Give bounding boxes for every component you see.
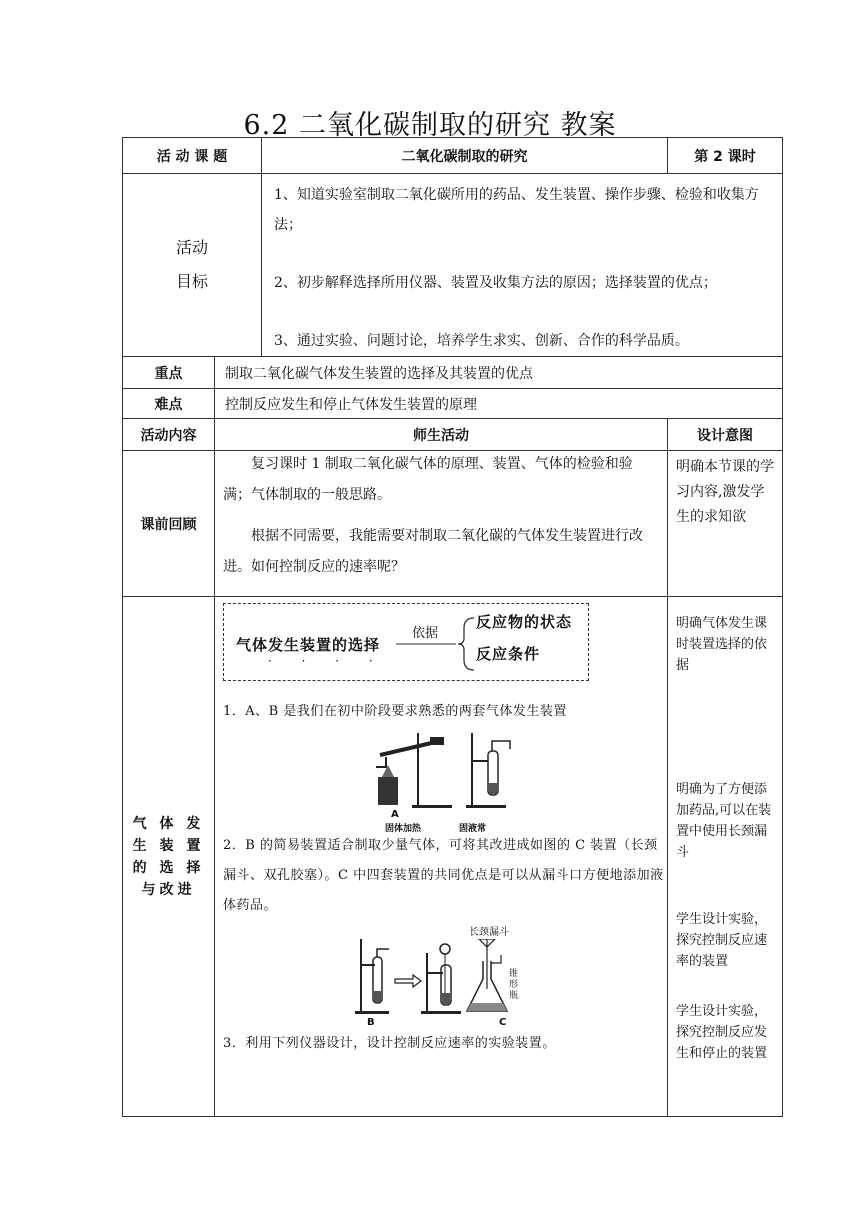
diagram-factor1: 反应物的状态 [476, 613, 573, 631]
page-title: 6.2 二氧化碳制取的研究 教案 [243, 110, 617, 141]
question-2: 2．B 的简易装置适合制取少量气体，可将其改进成如图的 C 装置（长颈漏斗、双孔胶塞）。C 中四套装置的共同优点是可以从漏斗口方便地添加液体药品。 [223, 838, 664, 913]
review-para2: 根据不同需要，我能需要对制取二氧化碳的气体发生装置进行改进。如何控制反应的速率呢？ [223, 528, 643, 575]
figure-1 [215, 731, 667, 834]
objectives-label-line2: 目标 [175, 272, 208, 291]
figure-2-label-b: B [367, 1017, 375, 1028]
review-para1: 复习课时 1 制取二氧化碳气体的原理、装置、气体的检验和验满；气体制取的一般思路。 [223, 456, 633, 503]
question-3: 3．利用下列仪器设计，设计控制反应速率的实验装置。 [223, 1036, 556, 1051]
topic-label: 活 动 课 题 [123, 138, 262, 174]
emphasis-dots: · · · · [268, 654, 386, 668]
apparatus-design [668, 597, 783, 1117]
key-point-label: 重点 [123, 357, 215, 389]
design-note-2: 明确为了方便添加药品,可以在装置中使用长颈漏斗 [676, 782, 772, 860]
figure-1-caption-a: 固体加热 [385, 824, 422, 834]
apparatus-bc-illustration [355, 939, 525, 1023]
figure-2 [215, 929, 667, 1029]
key-point-text: 制取二氧化碳气体发生装置的选择及其装置的优点 [215, 357, 783, 389]
difficulty-label: 难点 [123, 389, 215, 419]
objectives-label [123, 174, 262, 357]
design-note-4: 学生设计实验，探究控制反应发生和停止的装置 [676, 1004, 768, 1061]
objective-item: 1、知道实验室制取二氧化碳所用的药品、发生装置、操作步骤、检验和收集方法； [274, 187, 759, 233]
diagram-factor2: 反应条件 [476, 645, 541, 663]
selection-diagram [223, 603, 589, 681]
apparatus-content [215, 597, 668, 1117]
figure-1-label-a: A [391, 809, 399, 820]
diagram-main-text: 气体发生装置的选择 [236, 636, 381, 654]
objective-item: 2、初步解释选择所用仪器、装置及收集方法的原因；选择装置的优点； [274, 275, 717, 291]
question-1: 1．A、B 是我们在初中阶段要求熟悉的两套气体发生装置 [223, 704, 567, 719]
design-note-3: 学生设计实验，探究控制反应速率的装置 [676, 912, 768, 969]
figure-2-label-c: C [499, 1017, 507, 1028]
col-activity-header: 师生活动 [215, 419, 668, 451]
apparatus-ab-illustration [370, 731, 520, 811]
review-content [215, 451, 668, 597]
diagram-basis-text: 依据 [412, 626, 439, 641]
figure-2-funnel-label: 长颈漏斗 [469, 927, 509, 938]
figure-2-flask-label: 锥形瓶 [509, 969, 519, 1001]
objectives-label-line1: 活动 [175, 238, 208, 257]
difficulty-text: 控制反应发生和停止气体发生装置的原理 [215, 389, 783, 419]
design-note-1: 明确气体发生课时装置选择的依据 [676, 616, 768, 673]
topic-title: 二氧化碳制取的研究 [262, 138, 668, 174]
lesson-period: 第 2 课时 [668, 138, 783, 174]
lesson-plan-table [122, 137, 783, 1117]
review-design: 明确本节课的学习内容,激发学生的求知欲 [668, 451, 783, 597]
col-design-header: 设计意图 [668, 419, 783, 451]
figure-1-caption-b: 固液常 [459, 824, 487, 834]
objectives-list [262, 174, 783, 357]
objective-item: 3、通过实验、问题讨论，培养学生求实、创新、合作的科学品质。 [274, 333, 689, 349]
col-content-header: 活动内容 [123, 419, 215, 451]
apparatus-label-text: 气 体 发 生 装 置 的 选 择与改进 [132, 815, 205, 898]
review-label: 课前回顾 [123, 451, 215, 597]
apparatus-label [123, 597, 215, 1117]
